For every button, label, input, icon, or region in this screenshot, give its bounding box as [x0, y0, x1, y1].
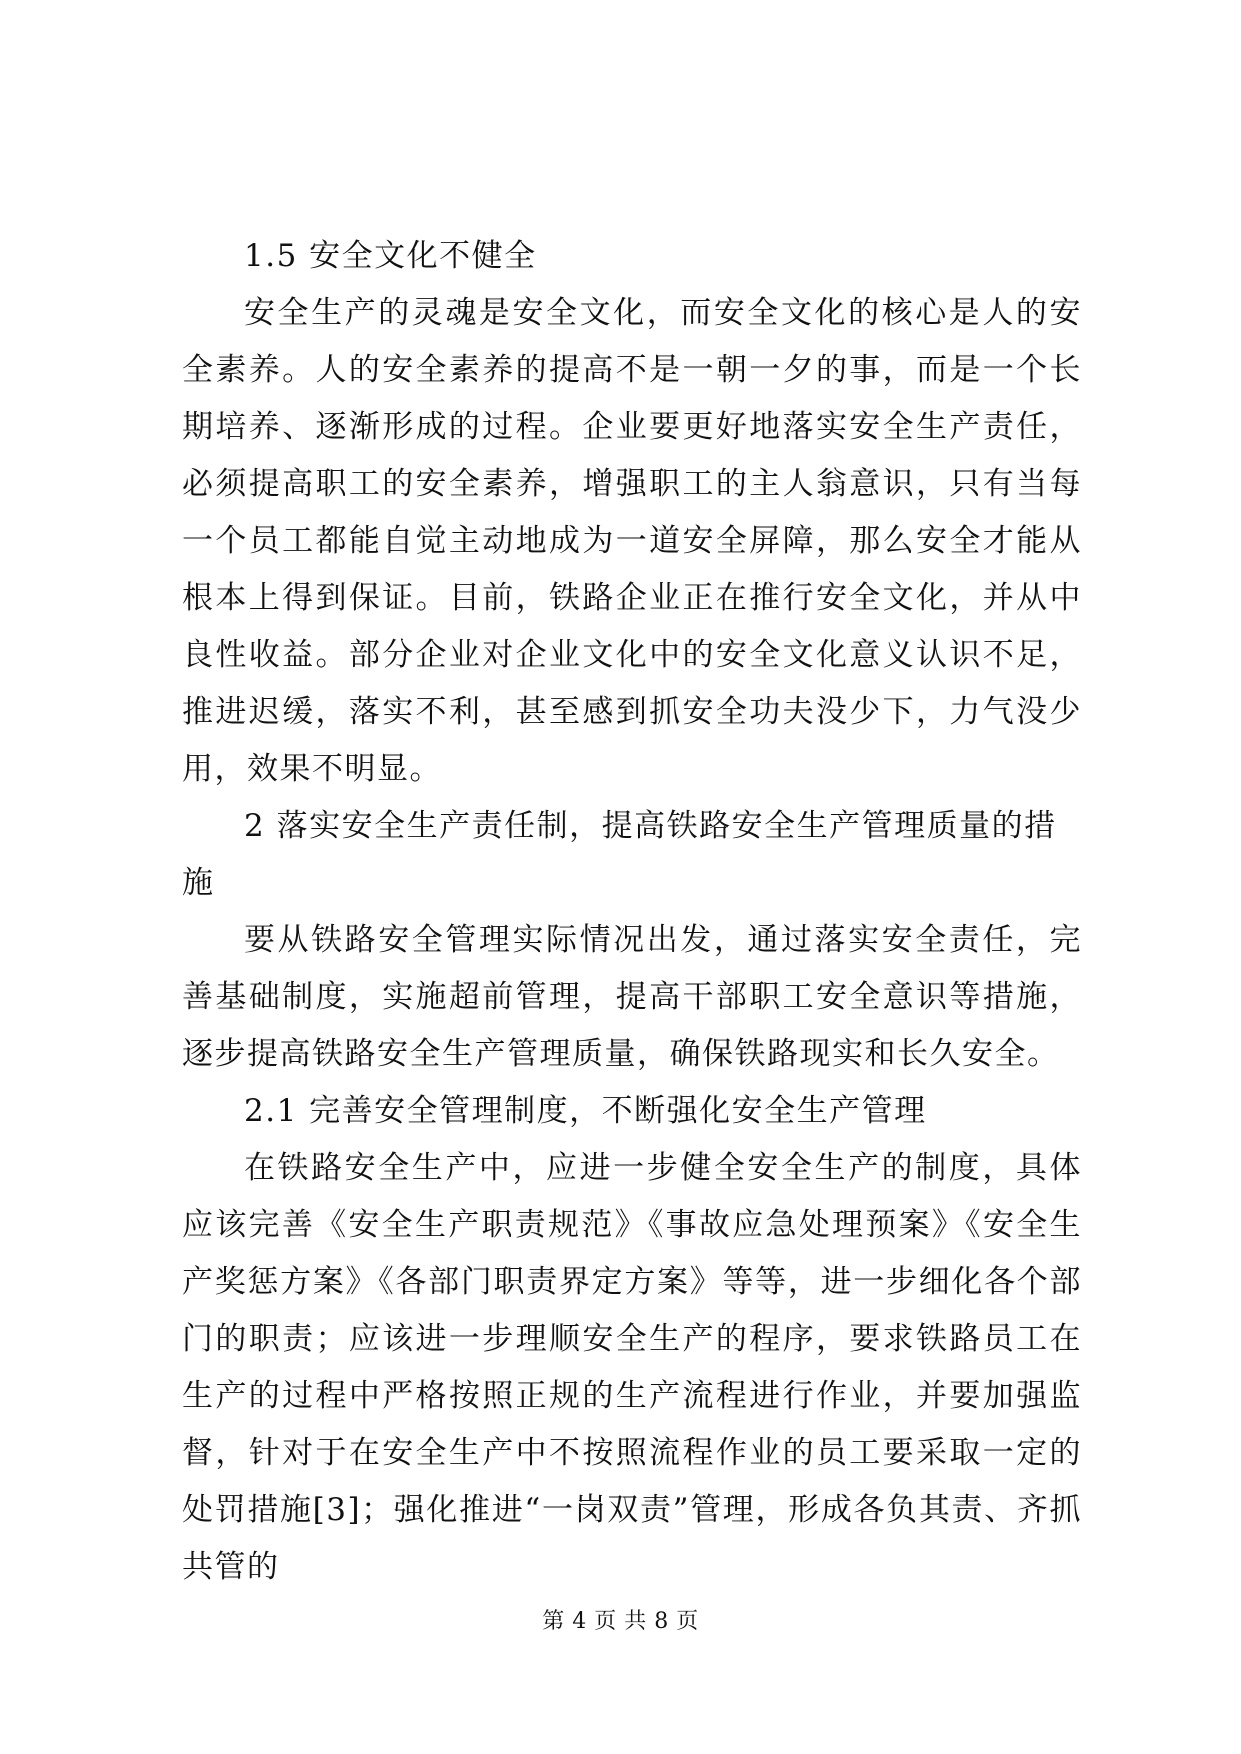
section-heading-2: 2 落实安全生产责任制，提高铁路安全生产管理质量的措施: [182, 808, 1057, 901]
section-heading-2-1: 2.1 完善安全管理制度，不断强化安全生产管理: [244, 1093, 927, 1129]
document-body: [182, 228, 1082, 1596]
section-heading-1-5: 1.5 安全文化不健全: [244, 238, 537, 274]
paragraph-management-system: 在铁路安全生产中，应进一步健全安全生产的制度，具体应该完善《安全生产职责规范》《事故应急处理预案》《安全生产奖惩方案》《各部门职责界定方案》等等，进一步细化各个部门的职责；应该进一步理顺安全生产的程序，要求铁路员工在生产的过程中严格按照正规的生产流程进行作业，并要加强监督，针对于在安全生产中不按照流程作业的员工要采取一定的处罚措施[3]；强化推进“一岗双责”管理，形成各负其责、齐抓共管的: [182, 1150, 1082, 1585]
paragraph-safety-culture: 安全生产的灵魂是安全文化，而安全文化的核心是人的安全素养。人的安全素养的提高不是一朝一夕的事，而是一个长期培养、逐渐形成的过程。企业要更好地落实安全生产责任，必须提高职工的安全素养，增强职工的主人翁意识，只有当每一个员工都能自觉主动地成为一道安全屏障，那么安全才能从根本上得到保证。目前，铁路企业正在推行安全文化，并从中良性收益。部分企业对企业文化中的安全文化意义认识不足，推进迟缓，落实不利，甚至感到抓安全功夫没少下，力气没少用，效果不明显。: [182, 295, 1082, 787]
page-footer: 第 4 页 共 8 页: [542, 1609, 699, 1634]
paragraph-measures-intro: 要从铁路安全管理实际情况出发，通过落实安全责任，完善基础制度，实施超前管理，提高干部职工安全意识等措施，逐步提高铁路安全生产管理质量，确保铁路现实和长久安全。: [182, 922, 1082, 1072]
